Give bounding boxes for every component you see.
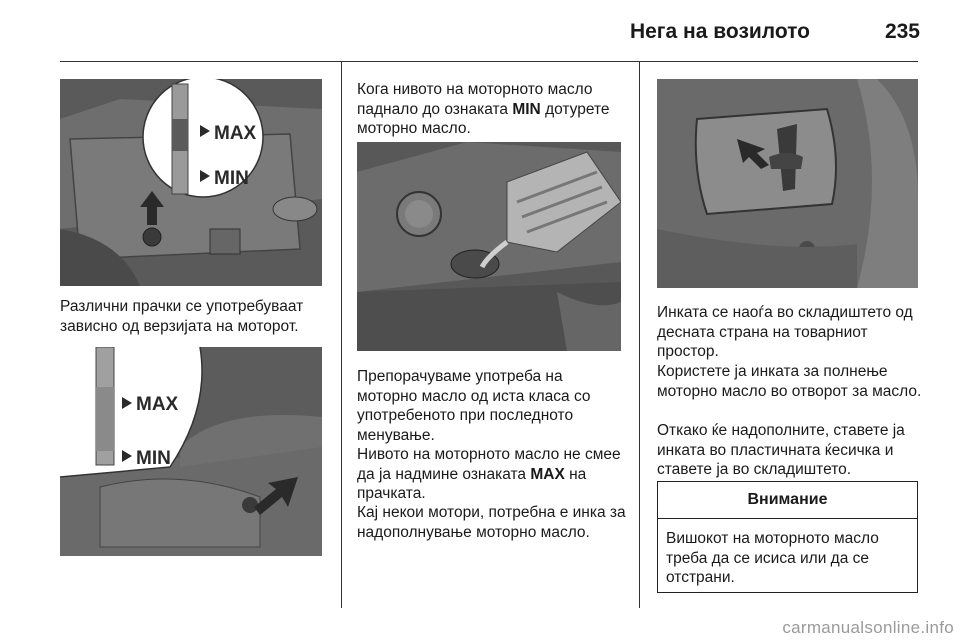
paragraph-funnel-needed: Кај некои мотори, потребна е инка за надополнување моторно масло. (357, 504, 626, 541)
page-title: Нега на возилото (629, 20, 810, 43)
max-label: MAX (136, 394, 179, 415)
min-label: MIN (214, 168, 249, 189)
column-divider-2 (639, 62, 640, 608)
paragraph-funnel-location: Инката се наоѓа во складиштето од десната страна на товарниот простор. (657, 304, 913, 360)
max-label: MAX (214, 123, 257, 144)
paragraph-oil-class: Препорачуваме употреба на моторно масло од иста класа со употребеното при последното менување. (357, 368, 591, 444)
figure-funnel-storage (657, 79, 918, 288)
caution-text: Вишокот на моторното масло треба да се исиса или да се отстрани. (666, 530, 879, 586)
paragraph-max-level: Нивото на моторното масло не смее да ја надмине ознаката MAX на прачката. (357, 446, 621, 502)
figure-pouring-oil (357, 142, 621, 351)
min-label: MIN (136, 448, 171, 469)
figure-dipstick-top (60, 79, 322, 286)
page-number: 235 (884, 20, 920, 43)
header-divider (60, 61, 918, 62)
caption-dipstick-variants: Различни прачки се употребуваат зависно од верзијата на моторот. (60, 298, 304, 335)
watermark: carmanualsonline.info (782, 618, 954, 637)
paragraph-add-oil: Кога нивото на моторното масло паднало до ознаката MIN дотурете моторно масло. (357, 81, 610, 137)
caution-heading: Внимание (658, 482, 917, 519)
column-divider-1 (341, 62, 342, 608)
paragraph-store-funnel: Откако ќе надополните, ставете ја инката во пластичната ќесичка и ставете ја во складиштето. (657, 422, 905, 478)
paragraph-use-funnel: Користете ја инката за полнење моторно масло во отворот за масло. (657, 363, 922, 400)
caution-box (657, 481, 918, 593)
figure-dipstick-bottom (60, 347, 322, 556)
